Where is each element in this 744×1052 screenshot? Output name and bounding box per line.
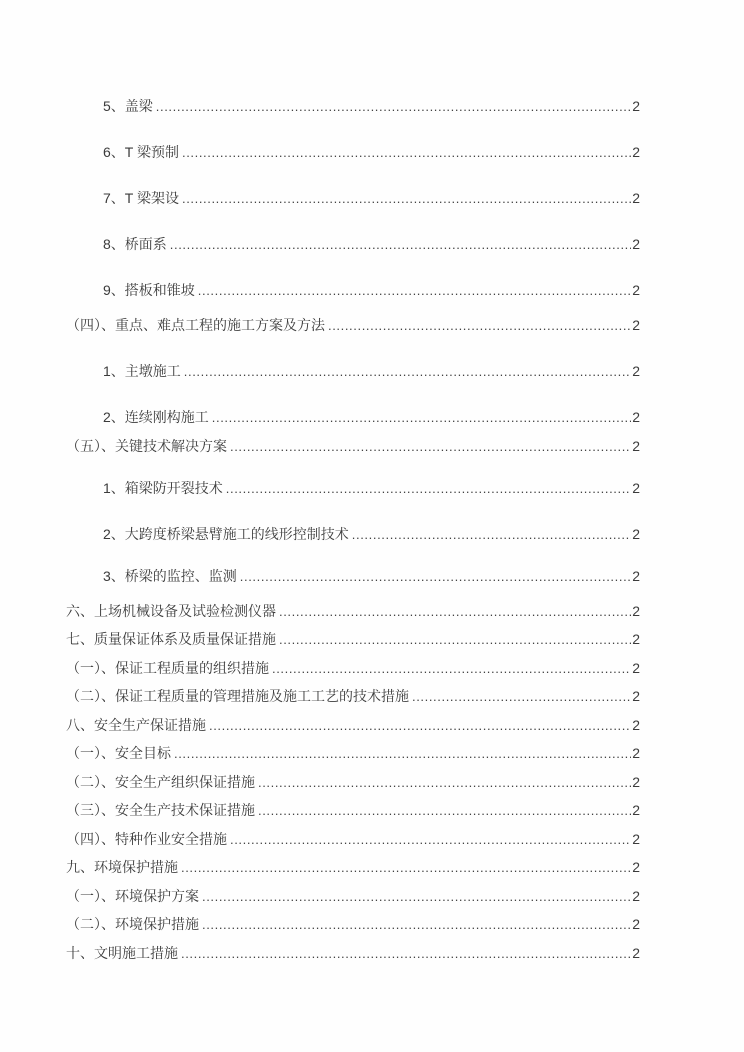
toc-entry[interactable] (66, 527, 640, 542)
toc-entry-label: （四）、特种作业安全措施 (66, 830, 227, 847)
toc-entry-label: （五）、关键技术解决方案 (66, 437, 227, 454)
toc-leader-dots (209, 718, 631, 733)
toc-entry[interactable] (66, 318, 640, 333)
toc-entry-label: （二）、环境保护措施 (66, 916, 199, 932)
toc-page-number: 2 (632, 602, 640, 619)
toc-entry-label: （一）、保证工程质量的组织措施 (66, 659, 269, 676)
toc-entry[interactable] (66, 775, 640, 790)
toc-entry-label: 十、文明施工措施 (66, 944, 178, 961)
toc-page-number: 2 (632, 916, 640, 932)
toc-entry-label: 7、T 梁架设 (103, 190, 179, 206)
toc-page-number: 2 (632, 567, 640, 584)
toc-leader-dots (181, 946, 631, 961)
toc-page-number: 2 (632, 525, 640, 542)
toc-entry[interactable] (66, 889, 640, 904)
toc-entry-label: （一）、环境保护方案 (66, 887, 199, 904)
toc-page-number: 2 (632, 409, 640, 425)
toc-page-number: 2 (632, 631, 640, 647)
toc-leader-dots (272, 661, 631, 676)
toc-page-number: 2 (632, 437, 640, 454)
toc-page-number: 2 (632, 716, 640, 733)
toc-leader-dots (182, 145, 631, 160)
toc-leader-dots (174, 746, 631, 761)
toc-entry[interactable] (66, 604, 640, 619)
toc-leader-dots (156, 99, 631, 114)
toc-entry-label: 六、上场机械设备及试验检测仪器 (66, 602, 276, 619)
toc-entry[interactable] (66, 481, 640, 496)
toc-entry-label: （三）、安全生产技术保证措施 (66, 802, 255, 818)
toc-page-number: 2 (632, 236, 640, 252)
toc-entry-label: 3、桥梁的监控、监测 (103, 567, 237, 584)
toc-entry-label: 6、T 梁预制 (103, 144, 179, 160)
toc-page-number: 2 (632, 98, 640, 114)
toc-page-number: 2 (632, 144, 640, 160)
toc-entry-label: 9、搭板和锥坡 (103, 282, 195, 298)
toc-leader-dots (170, 237, 631, 252)
toc-leader-dots (212, 410, 631, 425)
toc-entry[interactable] (66, 946, 640, 961)
toc-leader-dots (181, 860, 631, 875)
toc-entry-label: 九、环境保护措施 (66, 859, 178, 875)
toc-leader-dots (279, 632, 631, 647)
toc-entry[interactable] (66, 832, 640, 847)
toc-page-number: 2 (632, 773, 640, 790)
toc-leader-dots (230, 832, 631, 847)
toc-page-number: 2 (632, 363, 640, 379)
toc-entry-label: 2、大跨度桥梁悬臂施工的线形控制技术 (103, 525, 349, 542)
toc-entry[interactable] (66, 718, 640, 733)
toc-entry[interactable] (66, 689, 640, 704)
toc-entry[interactable] (66, 632, 640, 647)
toc-entry[interactable] (66, 410, 640, 425)
toc-page-number: 2 (632, 887, 640, 904)
toc-leader-dots (202, 889, 631, 904)
toc-leader-dots (240, 569, 631, 584)
toc-entry[interactable] (66, 860, 640, 875)
toc-leader-dots (412, 689, 631, 704)
toc-entry[interactable] (66, 99, 640, 114)
toc-entry-label: （一）、安全目标 (66, 745, 171, 761)
toc-entry[interactable] (66, 283, 640, 298)
toc-entry-label: 1、主墩施工 (103, 363, 181, 379)
toc-entry-label: （二）、保证工程质量的管理措施及施工工艺的技术措施 (66, 688, 409, 704)
toc-entry[interactable] (66, 439, 640, 454)
toc-page-number: 2 (632, 317, 640, 333)
toc-leader-dots (352, 527, 631, 542)
toc-entry[interactable] (66, 364, 640, 379)
toc-entry-label: 八、安全生产保证措施 (66, 716, 206, 733)
toc-page-number: 2 (632, 944, 640, 961)
toc-leader-dots (198, 283, 631, 298)
toc-entry-label: 1、箱梁防开裂技术 (103, 479, 223, 496)
toc-page-number: 2 (632, 830, 640, 847)
toc-entry[interactable] (66, 145, 640, 160)
toc-leader-dots (202, 917, 631, 932)
toc-leader-dots (258, 775, 631, 790)
toc-entry[interactable] (66, 191, 640, 206)
toc-leader-dots (328, 318, 631, 333)
toc-entry-label: 2、连续刚构施工 (103, 409, 209, 425)
toc-entry[interactable] (66, 237, 640, 252)
toc-page-number: 2 (632, 688, 640, 704)
toc-page-number: 2 (632, 659, 640, 676)
toc-page-number: 2 (632, 190, 640, 206)
toc-leader-dots (258, 803, 631, 818)
toc-leader-dots (182, 191, 631, 206)
toc-entry-label: 七、质量保证体系及质量保证措施 (66, 631, 276, 647)
toc-entry[interactable] (66, 746, 640, 761)
toc-page-number: 2 (632, 282, 640, 298)
toc-entry-label: 8、桥面系 (103, 236, 167, 252)
toc-page-number: 2 (632, 479, 640, 496)
toc-entry-label: 5、盖梁 (103, 98, 153, 114)
toc-entry[interactable] (66, 917, 640, 932)
toc-leader-dots (226, 481, 631, 496)
toc-page-number: 2 (632, 859, 640, 875)
toc-entry[interactable] (66, 803, 640, 818)
toc-entry-label: （四）、重点、难点工程的施工方案及方法 (66, 317, 325, 333)
toc-entry[interactable] (66, 569, 640, 584)
toc-page-number: 2 (632, 802, 640, 818)
toc-leader-dots (230, 439, 631, 454)
toc-leader-dots (184, 364, 631, 379)
toc-entry-label: （二）、安全生产组织保证措施 (66, 773, 255, 790)
toc-leader-dots (279, 604, 631, 619)
toc-entry[interactable] (66, 661, 640, 676)
toc-page-number: 2 (632, 745, 640, 761)
